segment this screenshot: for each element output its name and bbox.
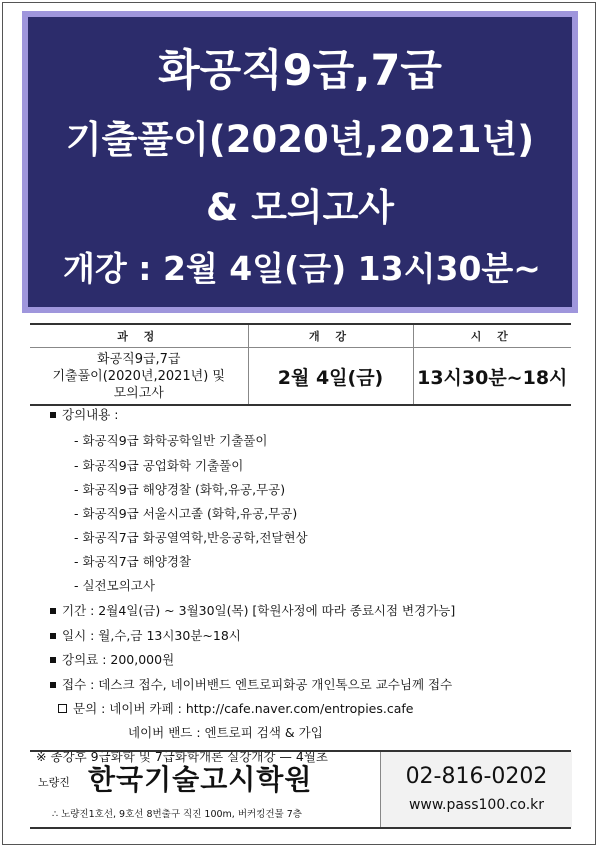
square-bullet-icon: [50, 633, 56, 639]
list-item: - 화공직7급 화공열역학,반응공학,전달현상: [74, 530, 308, 545]
course-info-table: [30, 323, 571, 406]
time-cell: 13시30분~18시: [413, 348, 571, 406]
banner-start-date: 개강 : 2월 4일(금) 13시30분~: [63, 249, 541, 288]
region-label: 노량진: [38, 776, 70, 789]
list-item: - 화공직9급 서울시고졸 (화학,유공,무공): [74, 506, 298, 521]
inquiry-row: [58, 699, 413, 717]
list-item: - 화공직9급 해양경찰 (화학,유공,무공): [74, 482, 286, 497]
academy-address: ∴ 노량진1호선, 9호선 8번출구 직진 100m, 버커킹건물 7층: [52, 809, 302, 820]
hollow-square-icon: [58, 704, 67, 713]
phone-number: 02-816-0202: [405, 764, 548, 789]
table-row: [30, 348, 571, 406]
list-item: - 화공직7급 해양경찰: [74, 554, 192, 569]
header-start: 개 강: [248, 324, 413, 348]
square-bullet-icon: [50, 682, 56, 688]
course-cell: [30, 348, 248, 406]
note-row: ※ 종강후 9급화학 및 7급화학개론 실강개강 — 4월초: [36, 749, 328, 764]
website-link[interactable]: www.pass100.co.kr: [408, 797, 545, 813]
course-line: 모의고사: [113, 385, 164, 401]
table-header-row: [30, 324, 571, 348]
schedule-row: [50, 626, 241, 644]
start-cell: 2월 4일(금): [248, 348, 413, 406]
academy-name: 한국기술고시학원: [88, 763, 313, 796]
footer-left: [30, 752, 380, 827]
square-bullet-icon: [50, 412, 56, 418]
title-banner: [22, 11, 578, 313]
schedule-text: 일시 : 월,수,금 13시30분~18시: [62, 628, 241, 643]
banner-subtitle: 기출풀이(2020년,2021년): [65, 118, 535, 161]
period-text: 기간 : 2월4일(금) ~ 3월30일(목) [학원사정에 따라 종료시점 변경가능]: [62, 603, 456, 618]
apply-row: [50, 675, 452, 693]
banner-title: 화공직9급,7급: [158, 46, 442, 96]
period-row: [50, 601, 455, 619]
square-bullet-icon: [50, 657, 56, 663]
lecture-heading-text: 강의내용 :: [62, 407, 119, 422]
list-item: - 화공직9급 공업화학 기출풀이: [74, 458, 244, 473]
banner-inner: [28, 17, 572, 307]
fee-row: [50, 650, 174, 668]
inquiry-band-row: 네이버 밴드 : 엔트로피 검색 & 가입: [128, 725, 323, 740]
inquiry-cafe-text: 문의 : 네이버 카페 : http://cafe.naver.com/entropies.cafe: [73, 701, 414, 716]
course-line: 기출풀이(2020년,2021년) 및: [52, 368, 225, 384]
fee-text: 강의료 : 200,000원: [62, 652, 175, 667]
list-item: - 실전모의고사: [74, 578, 155, 593]
banner-mock-exam: & 모의고사: [205, 186, 395, 229]
course-line: 화공직9급,7급: [97, 351, 181, 367]
header-course: 과 정: [30, 324, 248, 348]
footer-contact: [380, 752, 572, 827]
lecture-heading: [50, 405, 119, 423]
academy-footer: [30, 750, 571, 829]
apply-text: 접수 : 데스크 접수, 네이버밴드 엔트로피화공 개인톡으로 교수님께 접수: [62, 677, 453, 692]
header-time: 시 간: [413, 324, 571, 348]
square-bullet-icon: [50, 608, 56, 614]
list-item: - 화공직9급 화학공학일반 기출풀이: [74, 433, 268, 448]
